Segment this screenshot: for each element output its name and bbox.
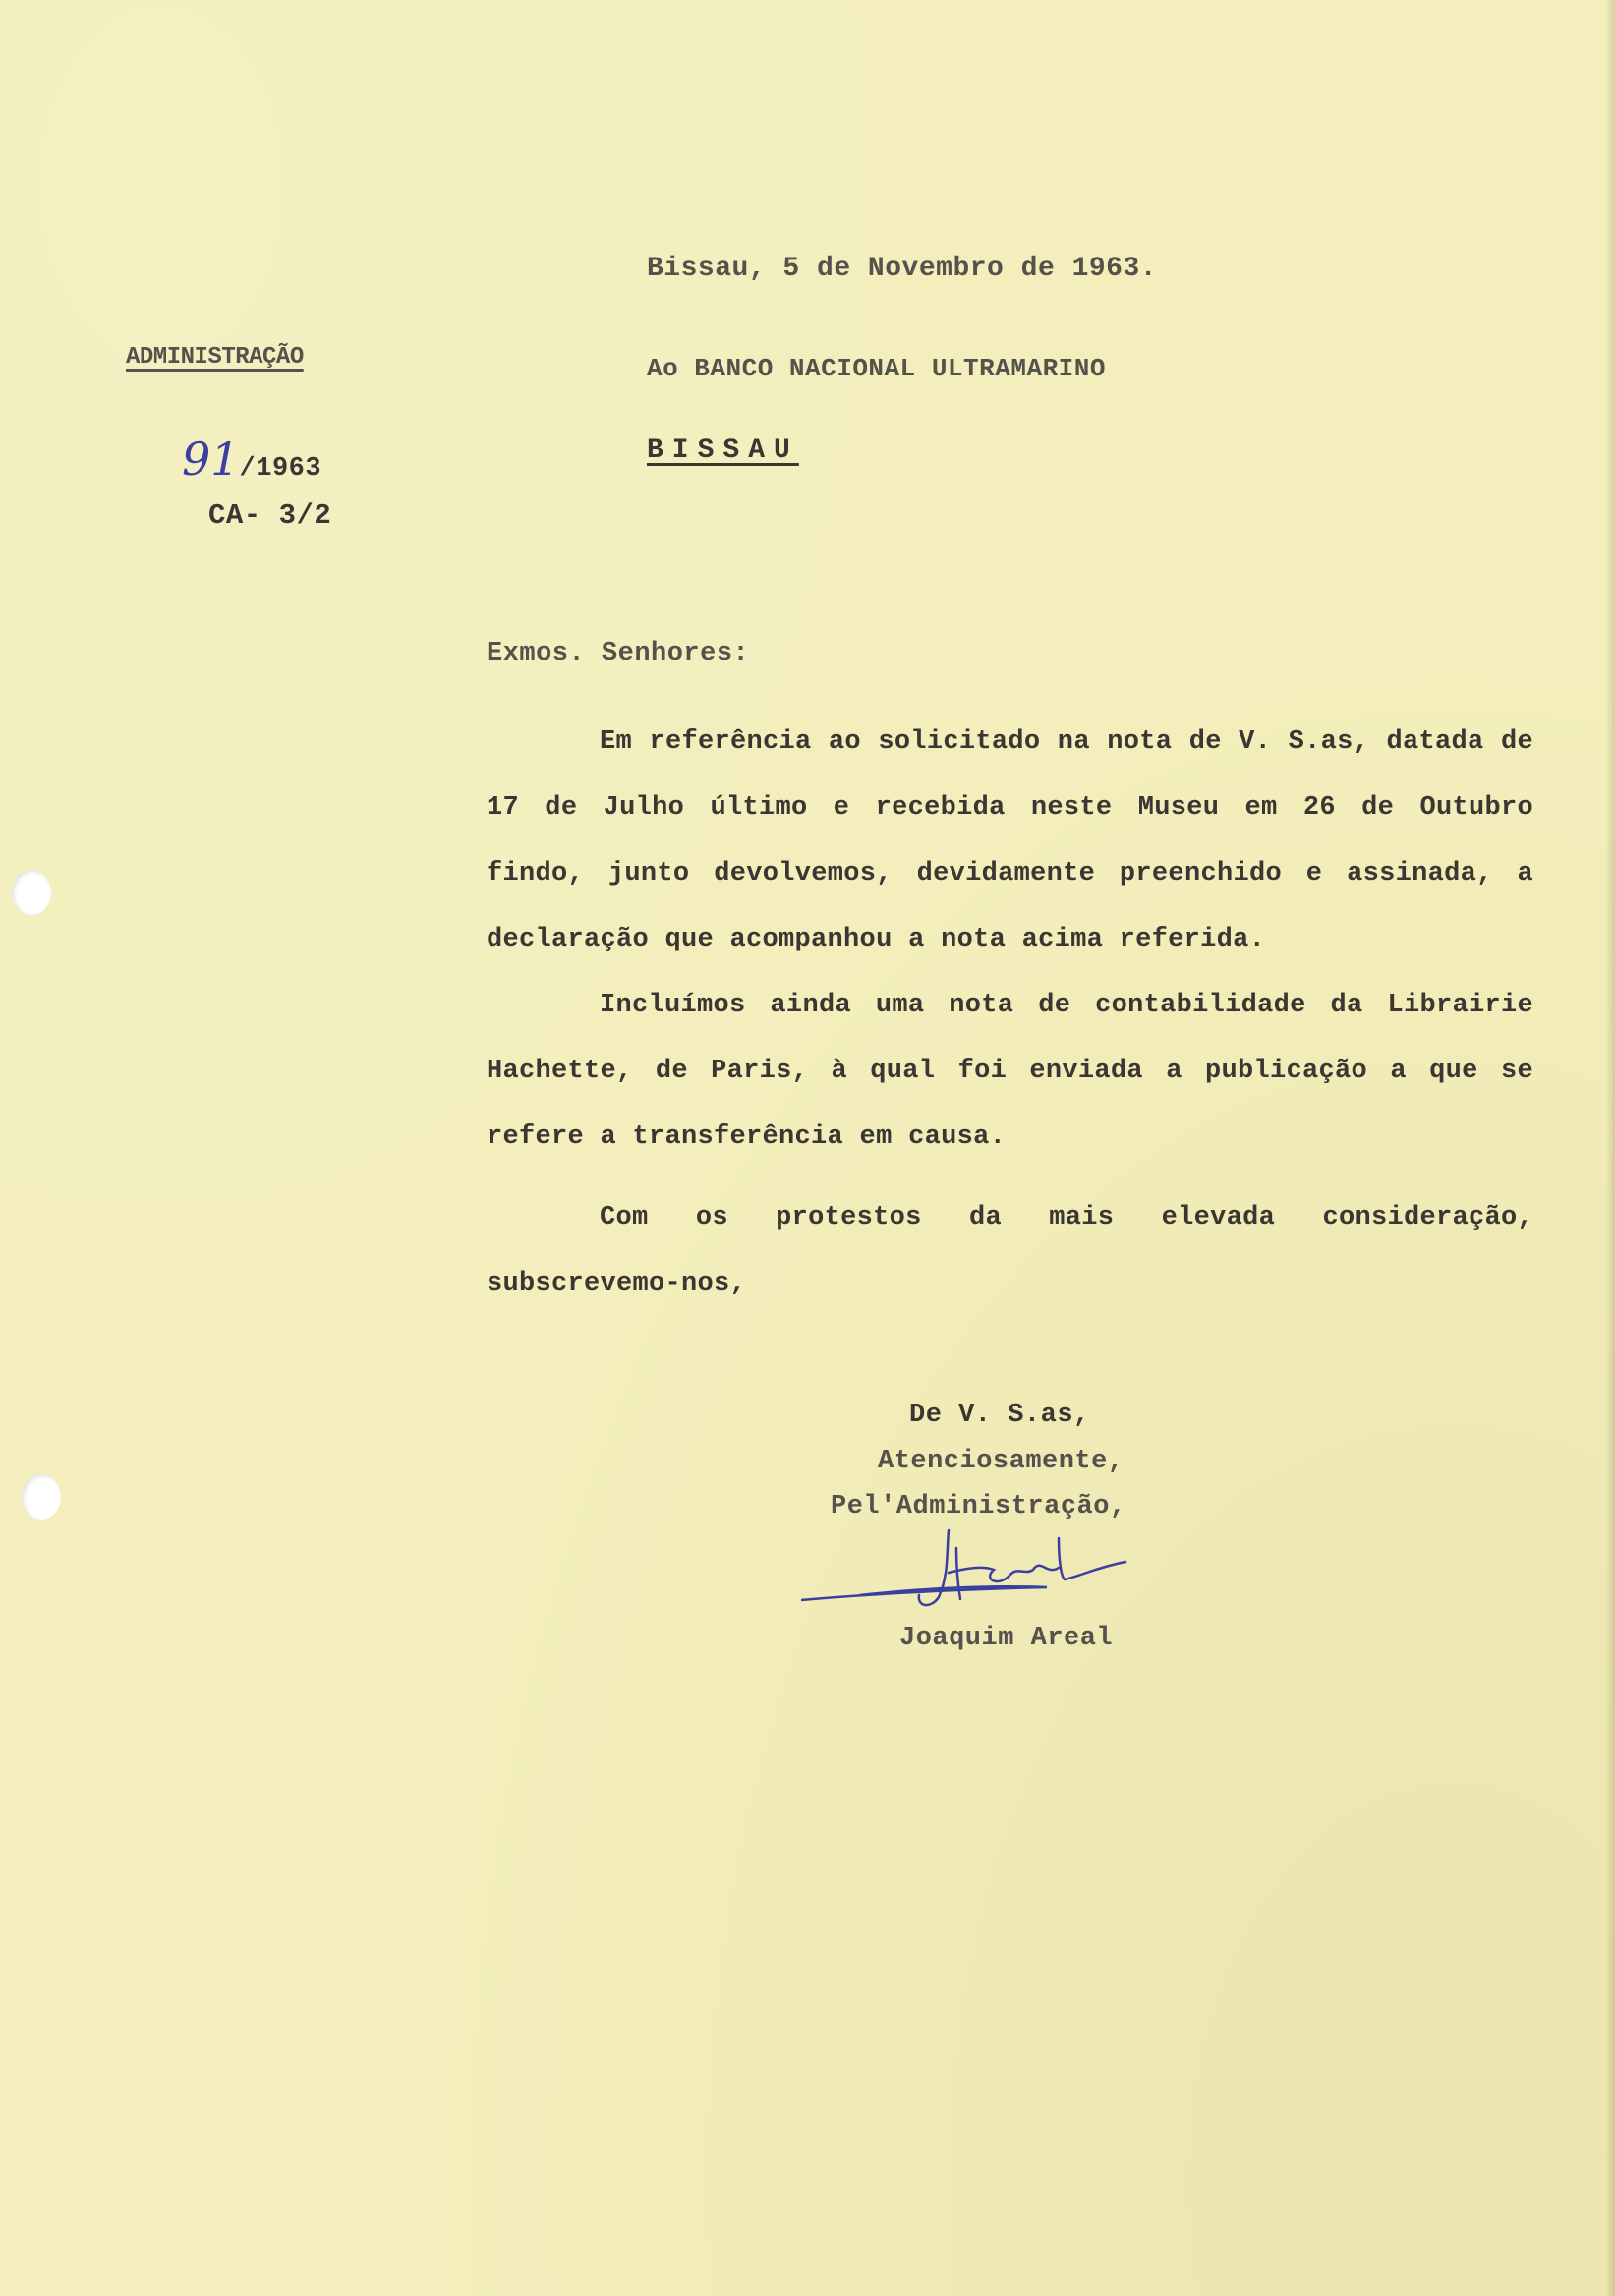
department-label: ADMINISTRAÇÃO [126,344,304,371]
recipient-city: BISSAU [647,435,799,466]
signer-name: Joaquim Areal [899,1624,1114,1653]
date-line: Bissau, 5 de Novembro de 1963. [647,254,1158,284]
closing-line-2: Atenciosamente, [878,1447,1125,1476]
closing-line-3: Pel'Administração, [831,1492,1126,1521]
punch-hole-bottom [22,1474,61,1520]
recipient-line: Ao BANCO NACIONAL ULTRAMARINO [647,354,1106,383]
handwritten-signature [801,1519,1155,1627]
reference-code: CA- 3/2 [208,499,332,532]
page-edge-shadow [1605,0,1615,2296]
handwritten-number: 91 [182,432,240,486]
closing-line-1: De V. S.as, [909,1401,1090,1430]
paragraph-closing-remarks: Com os protestos da mais elevada consideração, subscrevemo-nos, [487,1203,1533,1298]
paragraph-reference: Em referência ao solicitado na nota de V. S.as, datada de 17 de Julho último e recebida neste Museu em 26 de Outubro findo, junto devolvemos, devidamente preenchido e assinada, a declaração que acompanhou a nota acima referida. [487,727,1533,954]
paragraph-enclosure: Incluímos ainda uma nota de contabilidade da Librairie Hachette, de Paris, à qual foi enviada a publicação a que se refere a transferência em causa. [487,991,1533,1152]
salutation: Exmos. Senhores: [487,639,750,668]
reference-year: /1963 [239,454,322,484]
reference-number [182,432,321,486]
punch-hole-top [12,870,51,915]
